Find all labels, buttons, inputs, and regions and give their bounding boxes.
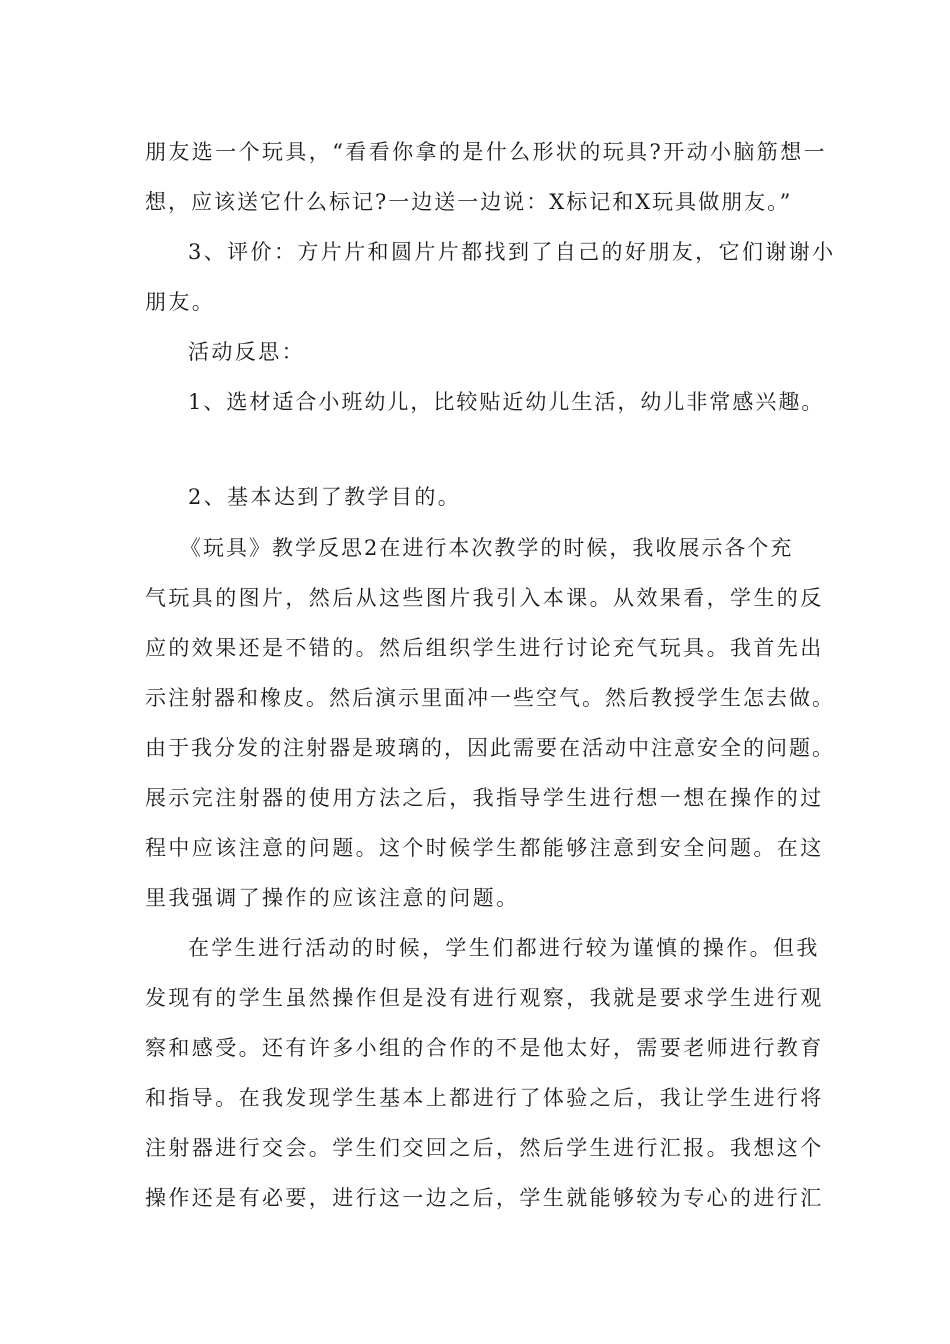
text-line: 1、选材适合小班幼儿，比较贴近幼儿生活，幼儿非常感兴趣。 bbox=[188, 390, 825, 414]
text-line: 操作还是有必要，进行这一边之后，学生就能够较为专心的进行汇 bbox=[145, 1186, 824, 1210]
text-line: 示注射器和橡皮。然后演示里面冲一些空气。然后教授学生怎去做。 bbox=[145, 686, 835, 710]
text-line: 朋友选一个玩具，“看看你拿的是什么形状的玩具?开动小脑筋想一 bbox=[145, 140, 827, 164]
text-line: 发现有的学生虽然操作但是没有进行观察，我就是要求学生进行观 bbox=[145, 986, 824, 1010]
text-line: 注射器进行交会。学生们交回之后，然后学生进行汇报。我想这个 bbox=[145, 1136, 824, 1160]
section-heading: 活动反思： bbox=[188, 340, 305, 364]
text-line: 和指导。在我发现学生基本上都进行了体验之后，我让学生进行将 bbox=[145, 1086, 824, 1110]
text-line: 《玩具》教学反思2在进行本次教学的时候，我收展示各个充 bbox=[180, 536, 794, 560]
text-line: 应的效果还是不错的。然后组织学生进行讨论充气玩具。我首先出 bbox=[145, 636, 824, 660]
text-line: 3、评价：方片片和圆片片都找到了自己的好朋友，它们谢谢小 bbox=[188, 240, 836, 264]
text-line: 在学生进行活动的时候，学生们都进行较为谨慎的操作。但我 bbox=[188, 936, 820, 960]
text-line: 想，应该送它什么标记?一边送一边说：X标记和X玩具做朋友。” bbox=[145, 190, 793, 214]
text-line: 2、基本达到了教学目的。 bbox=[188, 485, 462, 509]
text-line: 气玩具的图片，然后从这些图片我引入本课。从效果看，学生的反 bbox=[145, 586, 824, 610]
text-line: 由于我分发的注射器是玻璃的，因此需要在活动中注意安全的问题。 bbox=[145, 736, 835, 760]
text-line: 程中应该注意的问题。这个时候学生都能够注意到安全问题。在这 bbox=[145, 836, 824, 860]
text-line: 展示完注射器的使用方法之后，我指导学生进行想一想在操作的过 bbox=[145, 786, 824, 810]
text-line: 朋友。 bbox=[145, 290, 216, 314]
text-line: 里我强调了操作的应该注意的问题。 bbox=[145, 886, 520, 910]
text-line: 察和感受。还有许多小组的合作的不是他太好，需要老师进行教育 bbox=[145, 1036, 824, 1060]
